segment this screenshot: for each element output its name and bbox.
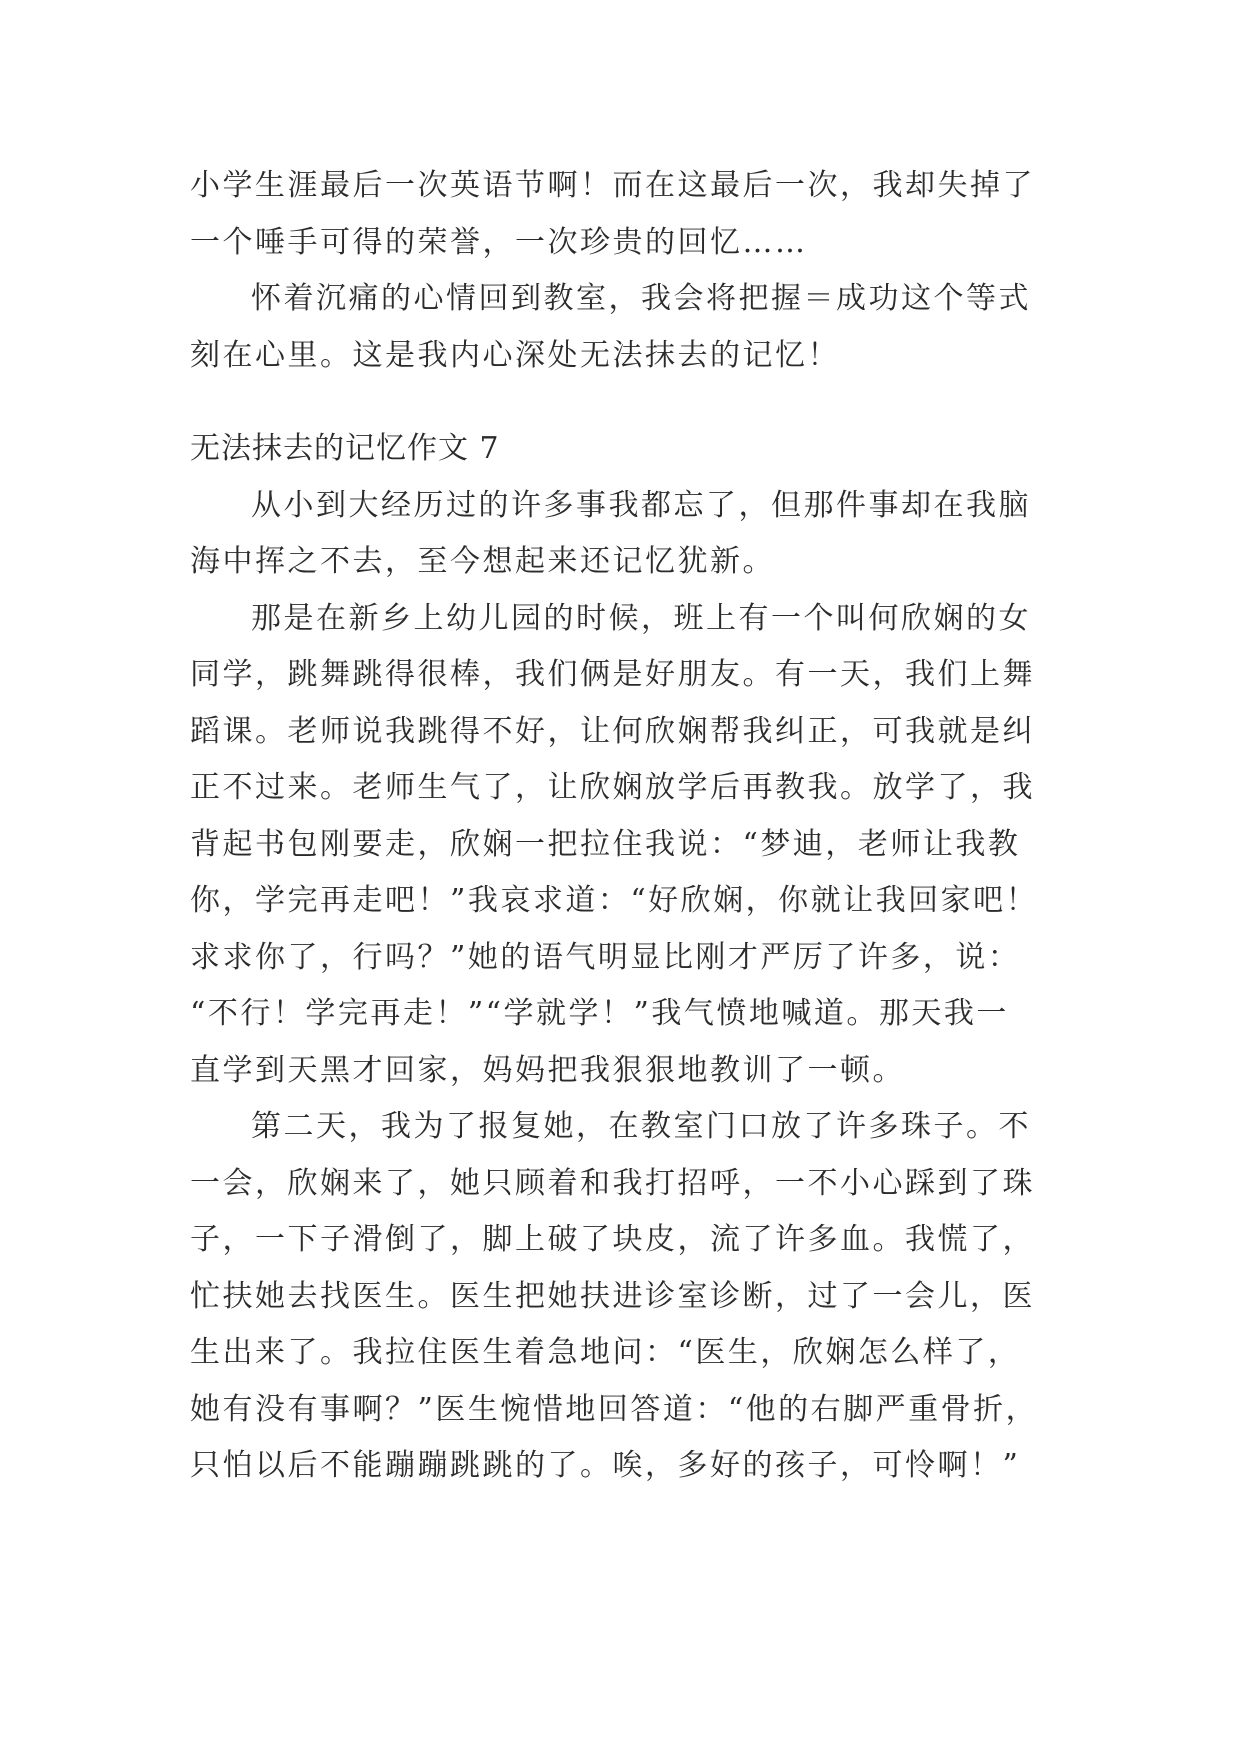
paragraph-line: 一个唾手可得的荣誉，一次珍贵的回忆…… [190,224,808,260]
paragraph-line: 你，学完再走吧！”我哀求道：“好欣娴，你就让我回家吧！ [190,883,1039,918]
section-gap [190,384,1060,421]
paragraph-line: 刻在心里。这是我内心深处无法抹去的记忆！ [190,337,840,373]
paragraph-line: 海中挥之不去，至今想起来还记忆犹新。 [190,544,775,579]
paragraph-line: 子，一下子滑倒了，脚上破了块皮，流了许多血。我慌了， [190,1222,1035,1257]
paragraph-line: 怀着沉痛的心情回到教室，我会将把握＝成功这个等式 [251,281,1031,316]
paragraph-line: 小学生涯最后一次英语节啊！而在这最后一次，我却失掉了 [190,168,1035,203]
paragraph-line: 求求你了，行吗？”她的语气明显比刚才严厉了许多，说： [190,939,1021,975]
paragraph-line: 同学，跳舞跳得很棒，我们俩是好朋友。有一天，我们上舞 [190,657,1035,692]
paragraph-line: 背起书包刚要走，欣娴一把拉住我说：“梦迪，老师让我教 [190,826,1021,862]
paragraph-line: 只怕以后不能蹦蹦跳跳的了。唉，多好的孩子，可怜啊！” [190,1448,1021,1483]
document-body [190,158,1060,1495]
paragraph-line: 她有没有事啊？”医生惋惜地回答道：“他的右脚严重骨折， [190,1391,1039,1427]
paragraph-line: “不行！学完再走！”“学就学！”我气愤地喊道。那天我一 [190,996,1009,1031]
paragraph-line: 直学到天黑才回家，妈妈把我狠狠地教训了一顿。 [190,1052,905,1088]
paragraph-line: 生出来了。我拉住医生着急地问：“医生，欣娴怎么样了， [190,1335,1021,1370]
paragraph-line: 第二天，我为了报复她，在教室门口放了许多珠子。不 [251,1109,1031,1144]
paragraph-line: 忙扶她去找医生。医生把她扶进诊室诊断，过了一会儿，医 [190,1278,1035,1314]
paragraph-line: 正不过来。老师生气了，让欣娴放学后再教我。放学了，我 [190,770,1035,805]
section-title: 无法抹去的记忆作文 7 [190,431,500,466]
paragraph-line: 一会，欣娴来了，她只顾着和我打招呼，一不小心踩到了珠 [190,1165,1035,1201]
paragraph-line: 那是在新乡上幼儿园的时候，班上有一个叫何欣娴的女 [251,600,1031,636]
paragraph-line: 从小到大经历过的许多事我都忘了，但那件事却在我脑 [251,487,1031,523]
paragraph-line: 蹈课。老师说我跳得不好，让何欣娴帮我纠正，可我就是纠 [190,713,1035,749]
